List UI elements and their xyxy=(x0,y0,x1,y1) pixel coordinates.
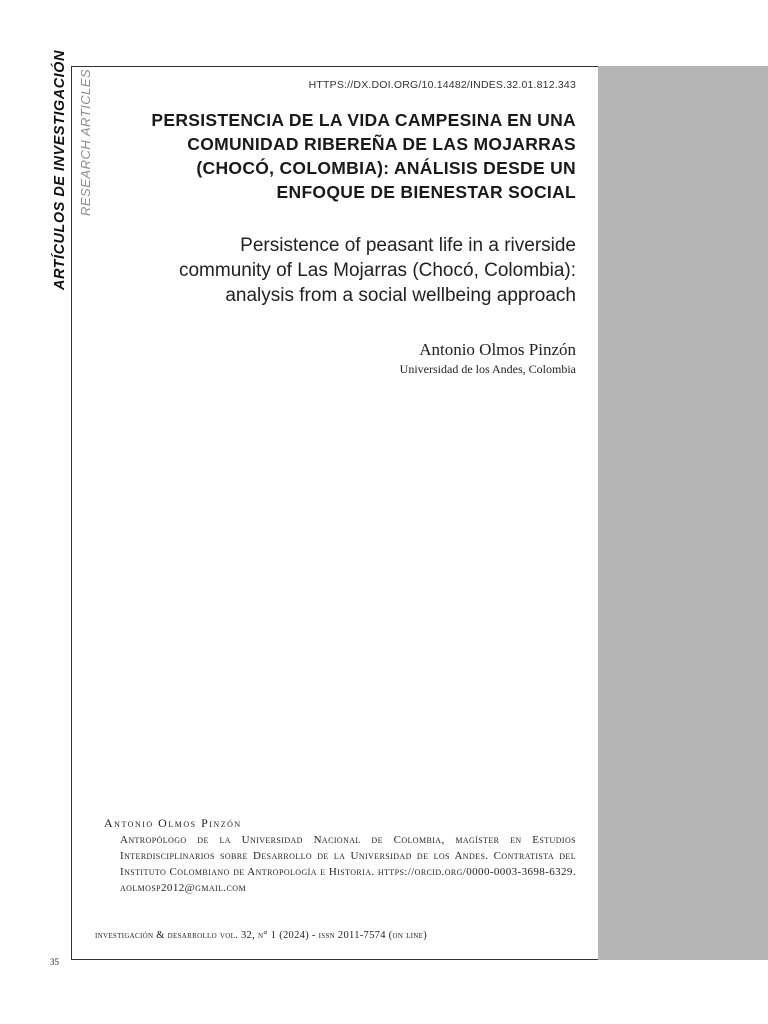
page-number: 35 xyxy=(50,957,59,967)
bio-text: Antropólogo de la Universidad Nacional de Colombia, magíster en Estudios Interdisciplinarios sobre Desarrollo de la Universidad de los Andes. Contratista del Instituto Colombiano de Antropología e Historia. https://orcid.org/0000-0003-3698-6329. aolmosp2012@gmail.com xyxy=(120,834,576,894)
bio-author-name: Antonio Olmos Pinzón xyxy=(104,816,242,830)
author-bio xyxy=(104,816,576,896)
doi-link[interactable]: HTTPS://DX.DOI.ORG/10.14482/INDES.32.01.812.343 xyxy=(308,79,576,91)
section-label-spanish: ARTÍCULOS DE INVESTIGACIÓN xyxy=(52,50,68,290)
frame-line-left xyxy=(71,66,72,960)
gray-side-panel xyxy=(598,66,768,960)
author-affiliation: Universidad de los Andes, Colombia xyxy=(399,362,576,376)
frame-line-top xyxy=(71,66,598,67)
section-label-english: RESEARCH ARTICLES xyxy=(78,68,93,216)
frame-line-bottom xyxy=(71,959,598,960)
author-name: Antonio Olmos Pinzón xyxy=(419,340,576,359)
title-spanish: PERSISTENCIA DE LA VIDA CAMPESINA EN UNA COMUNIDAD RIBEREÑA DE LAS MOJARRAS (CHOCÓ, COLOMBIA): ANÁLISIS DESDE UN ENFOQUE DE BIENESTAR SOCIAL xyxy=(151,110,576,202)
title-english: Persistence of peasant life in a riverside community of Las Mojarras (Chocó, Colombia): analysis from a social wellbeing approach xyxy=(178,235,576,306)
journal-footer: investigación & desarrollo vol. 32, n° 1 (2024) - issn 2011-7574 (on line) xyxy=(95,930,428,941)
